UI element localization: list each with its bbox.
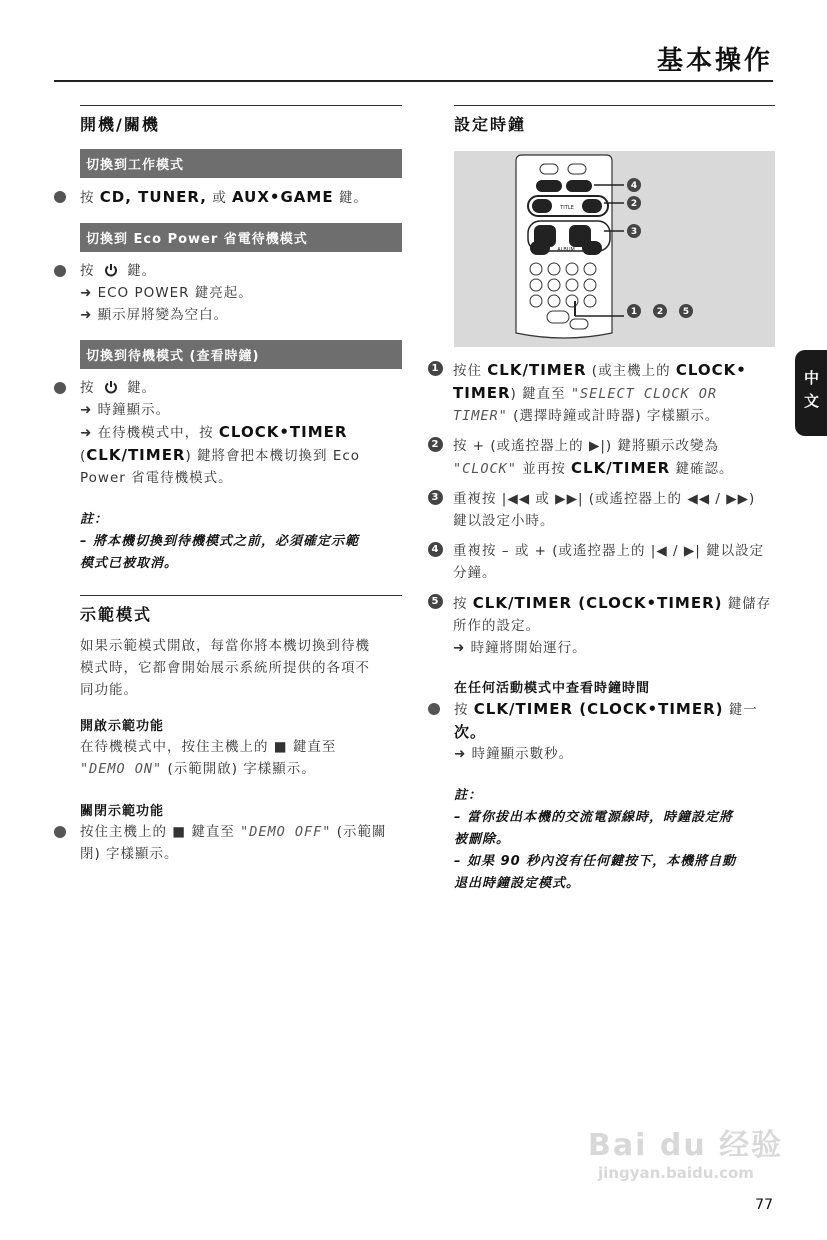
remote-label-title: TITLE — [560, 205, 574, 211]
note-standby: 註： – 將本機切換到待機模式之前，必須確定示範 模式已被取消。 — [80, 512, 360, 571]
bullet-operate: 按 CD, TUNER, 或 AUX•GAME 鍵。 — [54, 186, 402, 209]
callout-badge: 2 — [630, 199, 638, 209]
subsection-bar-standby: 切換到待機模式 (查看時鐘) — [80, 340, 402, 369]
demo-intro: 如果示範模式開啟，每當你將本機切換到待機 模式時，它都會開始展示系統所提供的各項不 同功能。 — [80, 638, 370, 698]
step-1: 1 按住 CLK/TIMER (或主機上的 CLOCK• TIMER) 鍵直至 "SELECT CLOCK OR TIMER" (選擇時鐘或計時器) 字樣顯示。 — [428, 359, 775, 427]
power-icon — [104, 380, 118, 394]
result-line: ➜ ECO POWER 鍵亮起。 — [80, 285, 253, 301]
result-line: ➜ 時鐘將開始運行。 — [453, 640, 587, 656]
callout-badge: 4 — [630, 181, 638, 191]
result-line: ➜ 顯示屏將變為空白。 — [80, 307, 229, 323]
bullet-demo-off: 按住主機上的 ■ 鍵直至 "DEMO OFF" (示範關 閉) 字樣顯示。 — [54, 821, 402, 865]
bullet-dot — [428, 703, 440, 715]
page-title: 基本操作 — [656, 46, 773, 76]
view-clock-heading: 在任何活動模式中查看時鐘時間 — [454, 681, 651, 696]
right-column — [428, 105, 775, 895]
power-icon — [104, 263, 118, 277]
demo-on-text: 在待機模式中，按住主機上的 ■ 鍵直至 "DEMO ON" (示範開啟) 字樣顯示。 — [80, 739, 337, 777]
step-number-2: 2 — [428, 437, 443, 452]
callout-badge: 1 — [630, 307, 638, 317]
bullet-standby: 按 鍵。 ➜ 時鐘顯示。 ➜ 在待機模式中，按 CLOCK•TIMER (CLK/TIMER) 鍵將會把本機切換到 Eco Power 省電待機模式。 — [54, 377, 402, 489]
result-line: ➜ 在待機模式中，按 CLOCK•TIMER — [80, 423, 348, 441]
remote-illustration — [454, 151, 775, 347]
step-4: 4 重複按 – 或 + (或遙控器上的 |◀ / ▶| 鍵以設定 分鐘。 — [428, 540, 775, 584]
step-number-1: 1 — [428, 361, 443, 376]
bullet-dot — [54, 265, 66, 277]
subsection-bar-operate: 切換到工作模式 — [80, 149, 402, 178]
section-title-power: 開機/關機 — [80, 115, 160, 134]
demo-off-heading: 關閉示範功能 — [80, 804, 165, 819]
step-number-4: 4 — [428, 542, 443, 557]
section-title-clock: 設定時鐘 — [454, 115, 527, 134]
step-2: 2 按 + (或遙控器上的 ▶|) 鍵將顯示改變為 "CLOCK" 並再按 CLK/TIMER 鍵確認。 — [428, 435, 775, 480]
bullet-eco: 按 鍵。 ➜ ECO POWER 鍵亮起。 ➜ 顯示屏將變為空白。 — [54, 260, 402, 326]
remote-control-image — [454, 151, 775, 347]
result-line: ➜ 時鐘顯示數秒。 — [454, 746, 574, 762]
callout-badge: 2 — [656, 307, 664, 317]
callout-badge: 5 — [682, 307, 690, 317]
remote-label-album: ALBUM — [557, 247, 575, 253]
result-line: ➜ 時鐘顯示。 — [80, 402, 171, 418]
left-column — [54, 105, 402, 865]
section-title-demo: 示範模式 — [80, 605, 153, 624]
subsection-bar-eco: 切換到 Eco Power 省電待機模式 — [80, 223, 402, 252]
header-rule — [54, 80, 773, 82]
result-line: (CLK/TIMER) 鍵將會把本機切換到 Eco — [80, 446, 361, 464]
bullet-dot — [54, 826, 66, 838]
demo-on-heading: 開啟示範功能 — [80, 719, 165, 734]
step-3: 3 重複按 |◀◀ 或 ▶▶| (或遙控器上的 ◀◀ / ▶▶) 鍵以設定小時。 — [428, 488, 775, 532]
step-number-3: 3 — [428, 490, 443, 505]
step-5: 5 按 CLK/TIMER (CLOCK•TIMER) 鍵儲存 所作的設定。 ➜ 時鐘將開始運行。 — [428, 592, 775, 659]
bullet-dot — [54, 382, 66, 394]
watermark: Bai du 经验 jingyan.baidu.com — [588, 1128, 784, 1182]
step-number-5: 5 — [428, 594, 443, 609]
callout-badge: 3 — [630, 227, 638, 237]
language-side-tab: 中文 — [795, 350, 827, 436]
note-clock: 註： – 當你拔出本機的交流電源線時，時鐘設定將 被刪除。 – 如果 90 秒內沒有任何鍵按下，本機將自動 退出時鐘設定模式。 — [454, 788, 737, 891]
result-line: Power 省電待機模式。 — [80, 470, 233, 486]
bullet-view-clock: 按 CLK/TIMER (CLOCK•TIMER) 鍵一 次。 ➜ 時鐘顯示數秒。 — [428, 698, 775, 765]
bullet-dot — [54, 191, 66, 203]
page-number: 77 — [755, 1197, 773, 1213]
